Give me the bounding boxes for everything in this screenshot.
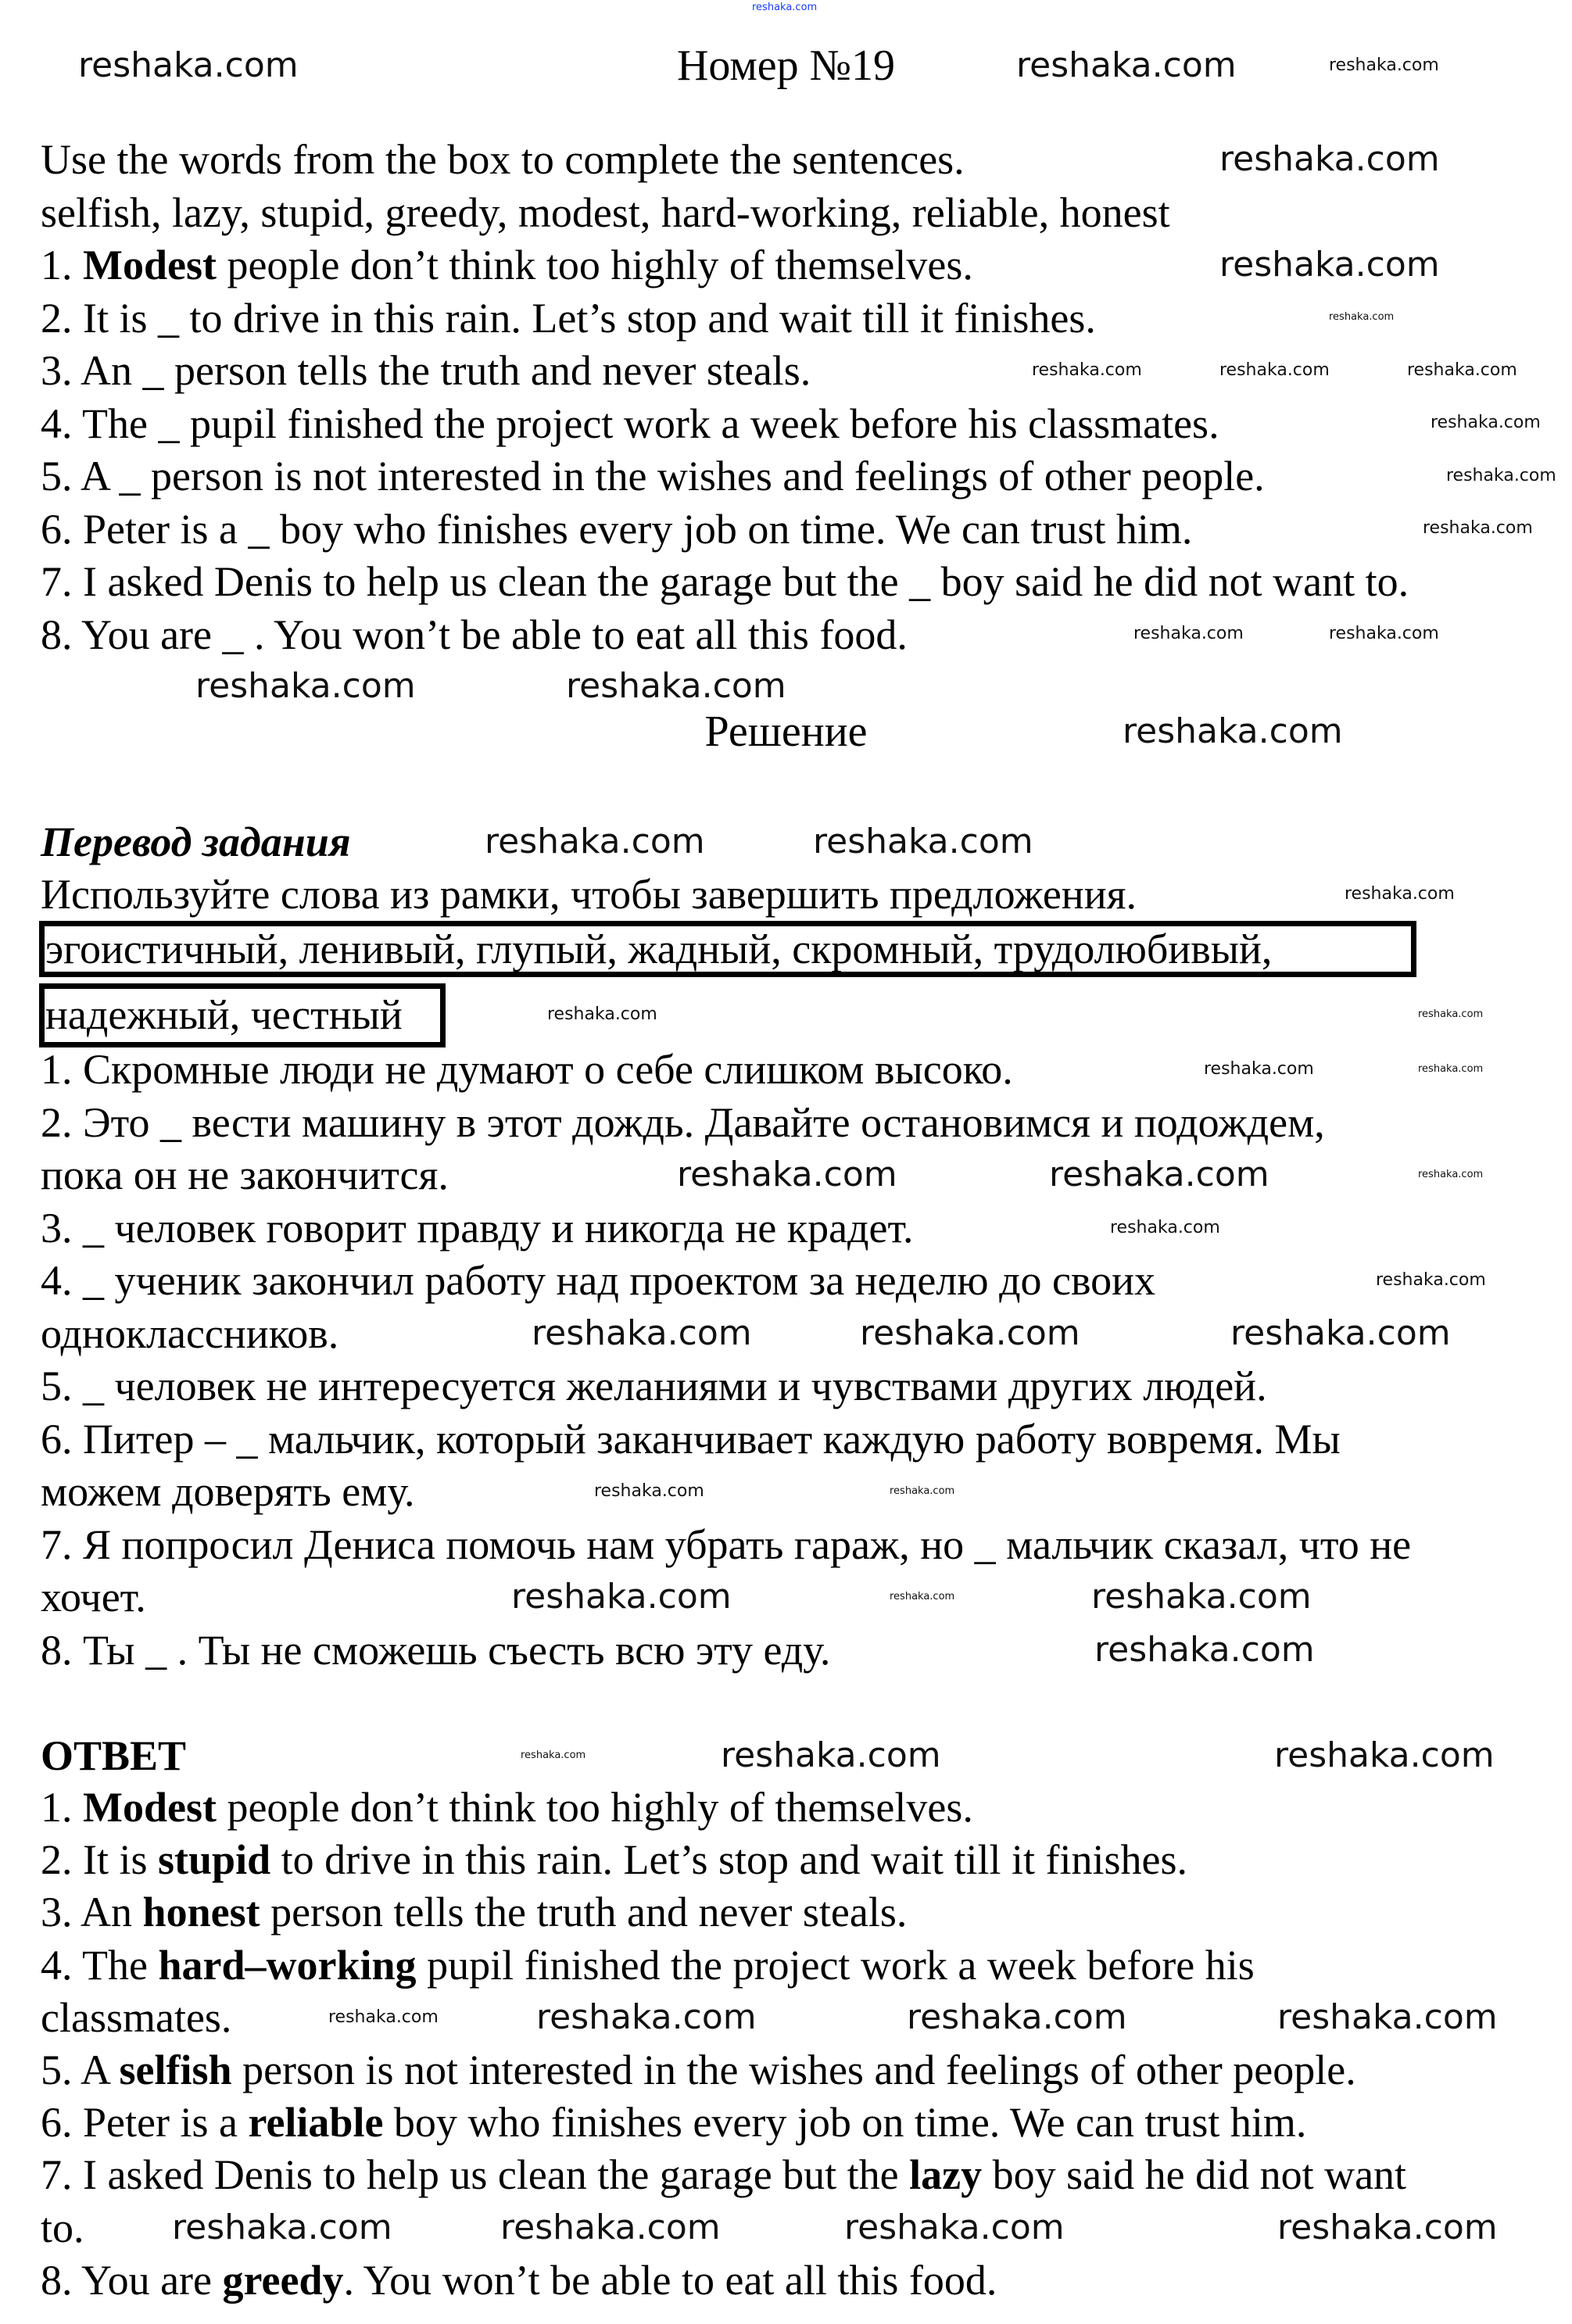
watermark: reshaka.com [813,822,1033,861]
watermark: reshaka.com [1446,466,1556,485]
translation-line: 6. Питер – _ мальчик, который заканчивает каждую работу вовремя. Мы [41,1415,1341,1463]
watermark: reshaka.com [1423,518,1533,538]
watermark: reshaka.com [521,1749,586,1761]
answer-line [41,1942,1255,1989]
watermark: reshaka.com [1329,624,1439,643]
word-box-text-2: надежный, честный [45,991,403,1038]
task-sentence [41,558,1409,605]
sentence-text: 4. The _ pupil finished the project work a week before his classmates. [41,399,1219,447]
sentence-text: 1. [41,1784,83,1831]
answer-word: Modest [83,1784,217,1831]
answer-line [41,2257,997,2304]
watermark: reshaka.com [1219,360,1330,380]
task-sentence [41,453,1265,500]
watermark: reshaka.com [500,2208,721,2247]
watermark: reshaka.com [511,1577,732,1617]
answer-word: Modest [83,242,217,288]
answer-word: greedy [222,2256,344,2304]
sentence-text: 8. You are _ . You won’t be able to eat all this food. [41,611,908,658]
watermark: reshaka.com [566,666,786,706]
translation-line: пока он не закончится. [41,1151,449,1198]
word-box-text-1: эгоистичный, ленивый, глупый, жадный, скромный, трудолюбивый, [45,926,1273,972]
sentence-text: person is not interested in the wishes and feelings of other people. [231,2046,1356,2093]
solution-heading: Решение [704,707,868,756]
task-sentence [41,295,1096,342]
answer-word: lazy [909,2151,983,2199]
sentence-text: boy said he did not want [982,2151,1407,2199]
answer-line [41,1784,973,1831]
answer-line [41,1889,907,1935]
watermark: reshaka.com [860,1313,1080,1353]
watermark: reshaka.com [721,1735,941,1775]
watermark: reshaka.com [1431,413,1541,432]
sentence-text: classmates. [41,1993,232,2041]
watermark: reshaka.com [172,2208,392,2247]
task-sentence [41,347,811,394]
watermark: reshaka.com [536,1997,757,2037]
sentence-text: 3. An _ person tells the truth and never steals. [41,347,811,394]
watermark: reshaka.com [1049,1155,1269,1194]
translation-line: 8. Ты _ . Ты не сможешь съесть всю эту еду. [41,1626,831,1674]
watermark: reshaka.com [1110,1218,1220,1237]
sentence-text: 3. An [41,1889,143,1936]
answer-line [41,2151,1406,2198]
page-title: Номер №19 [676,41,896,90]
watermark: reshaka.com [195,666,416,706]
sentence-text: people don’t think too highly of themselves. [216,242,973,288]
watermark: reshaka.com [890,1485,955,1497]
translation-line: можем доверять ему. [41,1468,415,1515]
watermark: reshaka.com [1345,884,1455,904]
watermark: reshaka.com [844,2208,1065,2247]
sentence-text: 5. A [41,2046,120,2093]
watermark: reshaka.com [328,2007,439,2027]
sentence-text: to. [41,2204,84,2251]
watermark: reshaka.com [532,1313,752,1353]
task-instruction: Use the words from the box to complete the sentences. [41,136,965,183]
task-sentence [41,400,1219,447]
watermark: reshaka.com [1091,1577,1312,1617]
answer-line [41,2046,1356,2093]
answer-line [41,1994,231,2041]
watermark: reshaka.com [1277,2208,1498,2247]
answer-word: hard–working [158,1941,417,1989]
watermark: reshaka.com [1407,360,1517,380]
answer-line [41,1836,1187,1883]
translation-heading: Перевод задания [41,818,351,865]
watermark: reshaka.com [1032,360,1142,380]
answer-word: stupid [158,1836,271,1884]
watermark: reshaka.com [1094,1630,1315,1670]
watermark: reshaka.com [594,1481,704,1501]
sentence-text: 7. I asked Denis to help us clean the garage but the _ boy said he did not want to. [41,558,1409,605]
translation-line: одноклассников. [41,1309,339,1357]
watermark: reshaka.com [1219,245,1440,285]
watermark: reshaka.com [547,1004,657,1024]
task-sentence [41,506,1192,553]
sentence-text: boy who finishes every job on time. We can trust him. [383,2099,1307,2147]
sentence-text: 1. [41,242,83,288]
sentence-text: 4. The [41,1941,159,1989]
watermark: reshaka.com [78,45,299,85]
watermark: reshaka.com [907,1997,1127,2037]
watermark: reshaka.com [1418,1063,1484,1075]
sentence-text: pupil finished the project work a week before his [416,1941,1255,1989]
watermark: reshaka.com [1219,139,1440,179]
watermark: reshaka.com [1376,1270,1486,1290]
translation-line: хочет. [41,1574,146,1620]
answer-word: honest [142,1889,260,1936]
task-word-list: selfish, lazy, stupid, greedy, modest, hard-working, reliable, honest [41,189,1170,236]
answer-word: selfish [119,2046,232,2093]
watermark: reshaka.com [1133,624,1244,643]
translation-line: 2. Это _ вести машину в этот дождь. Давайте остановимся и подождем, [41,1098,1325,1146]
translation-line: 3. _ человек говорит правду и никогда не крадет. [41,1204,914,1252]
translation-line: 7. Я попросил Дениса помочь нам убрать гараж, но _ мальчик сказал, что не [41,1520,1412,1568]
sentence-text: to drive in this rain. Let’s stop and wait till it finishes. [270,1836,1187,1884]
sentence-text: . You won’t be able to eat all this food. [343,2256,997,2304]
watermark: reshaka.com [1418,1169,1484,1180]
watermark: reshaka.com [1418,1008,1484,1020]
sentence-text: people don’t think too highly of themselves. [216,1784,973,1831]
sentence-text: 5. A _ person is not interested in the wishes and feelings of other people. [41,453,1265,500]
answer-line [41,2204,84,2251]
watermark: reshaka.com [1329,311,1395,323]
sentence-text: 6. Peter is a _ boy who finishes every job on time. We can trust him. [41,505,1193,553]
watermark: reshaka.com [890,1591,955,1602]
answer-heading: ОТВЕТ [41,1732,187,1779]
watermark: reshaka.com [752,2,818,13]
watermark: reshaka.com [1230,1313,1451,1353]
sentence-text: 2. It is [41,1836,159,1884]
watermark: reshaka.com [677,1155,897,1194]
sentence-text: 8. You are [41,2256,223,2304]
watermark: reshaka.com [1016,45,1237,85]
translation-line: 1. Скромные люди не думают о себе слишком высоко. [41,1046,1013,1093]
task-sentence [41,242,973,288]
task-sentence [41,611,908,658]
sentence-text: 2. It is _ to drive in this rain. Let’s stop and wait till it finishes. [41,294,1096,342]
translation-instruction: Используйте слова из рамки, чтобы завершить предложения. [41,871,1137,918]
answer-word: reliable [248,2099,384,2147]
watermark: reshaka.com [1204,1059,1314,1079]
watermark: reshaka.com [1274,1735,1495,1775]
watermark: reshaka.com [485,822,705,861]
sentence-text: person tells the truth and never steals. [260,1889,908,1936]
translation-line: 5. _ человек не интересуется желаниями и чувствами других людей. [41,1363,1267,1409]
translation-line: 4. _ ученик закончил работу над проектом за неделю до своих [41,1257,1156,1304]
watermark: reshaka.com [1277,1997,1498,2037]
sentence-text: 6. Peter is a [41,2099,249,2147]
watermark: reshaka.com [1329,56,1439,75]
answer-line [41,2099,1306,2146]
sentence-text: 7. I asked Denis to help us clean the garage but the [41,2151,910,2199]
watermark: reshaka.com [1123,711,1343,751]
